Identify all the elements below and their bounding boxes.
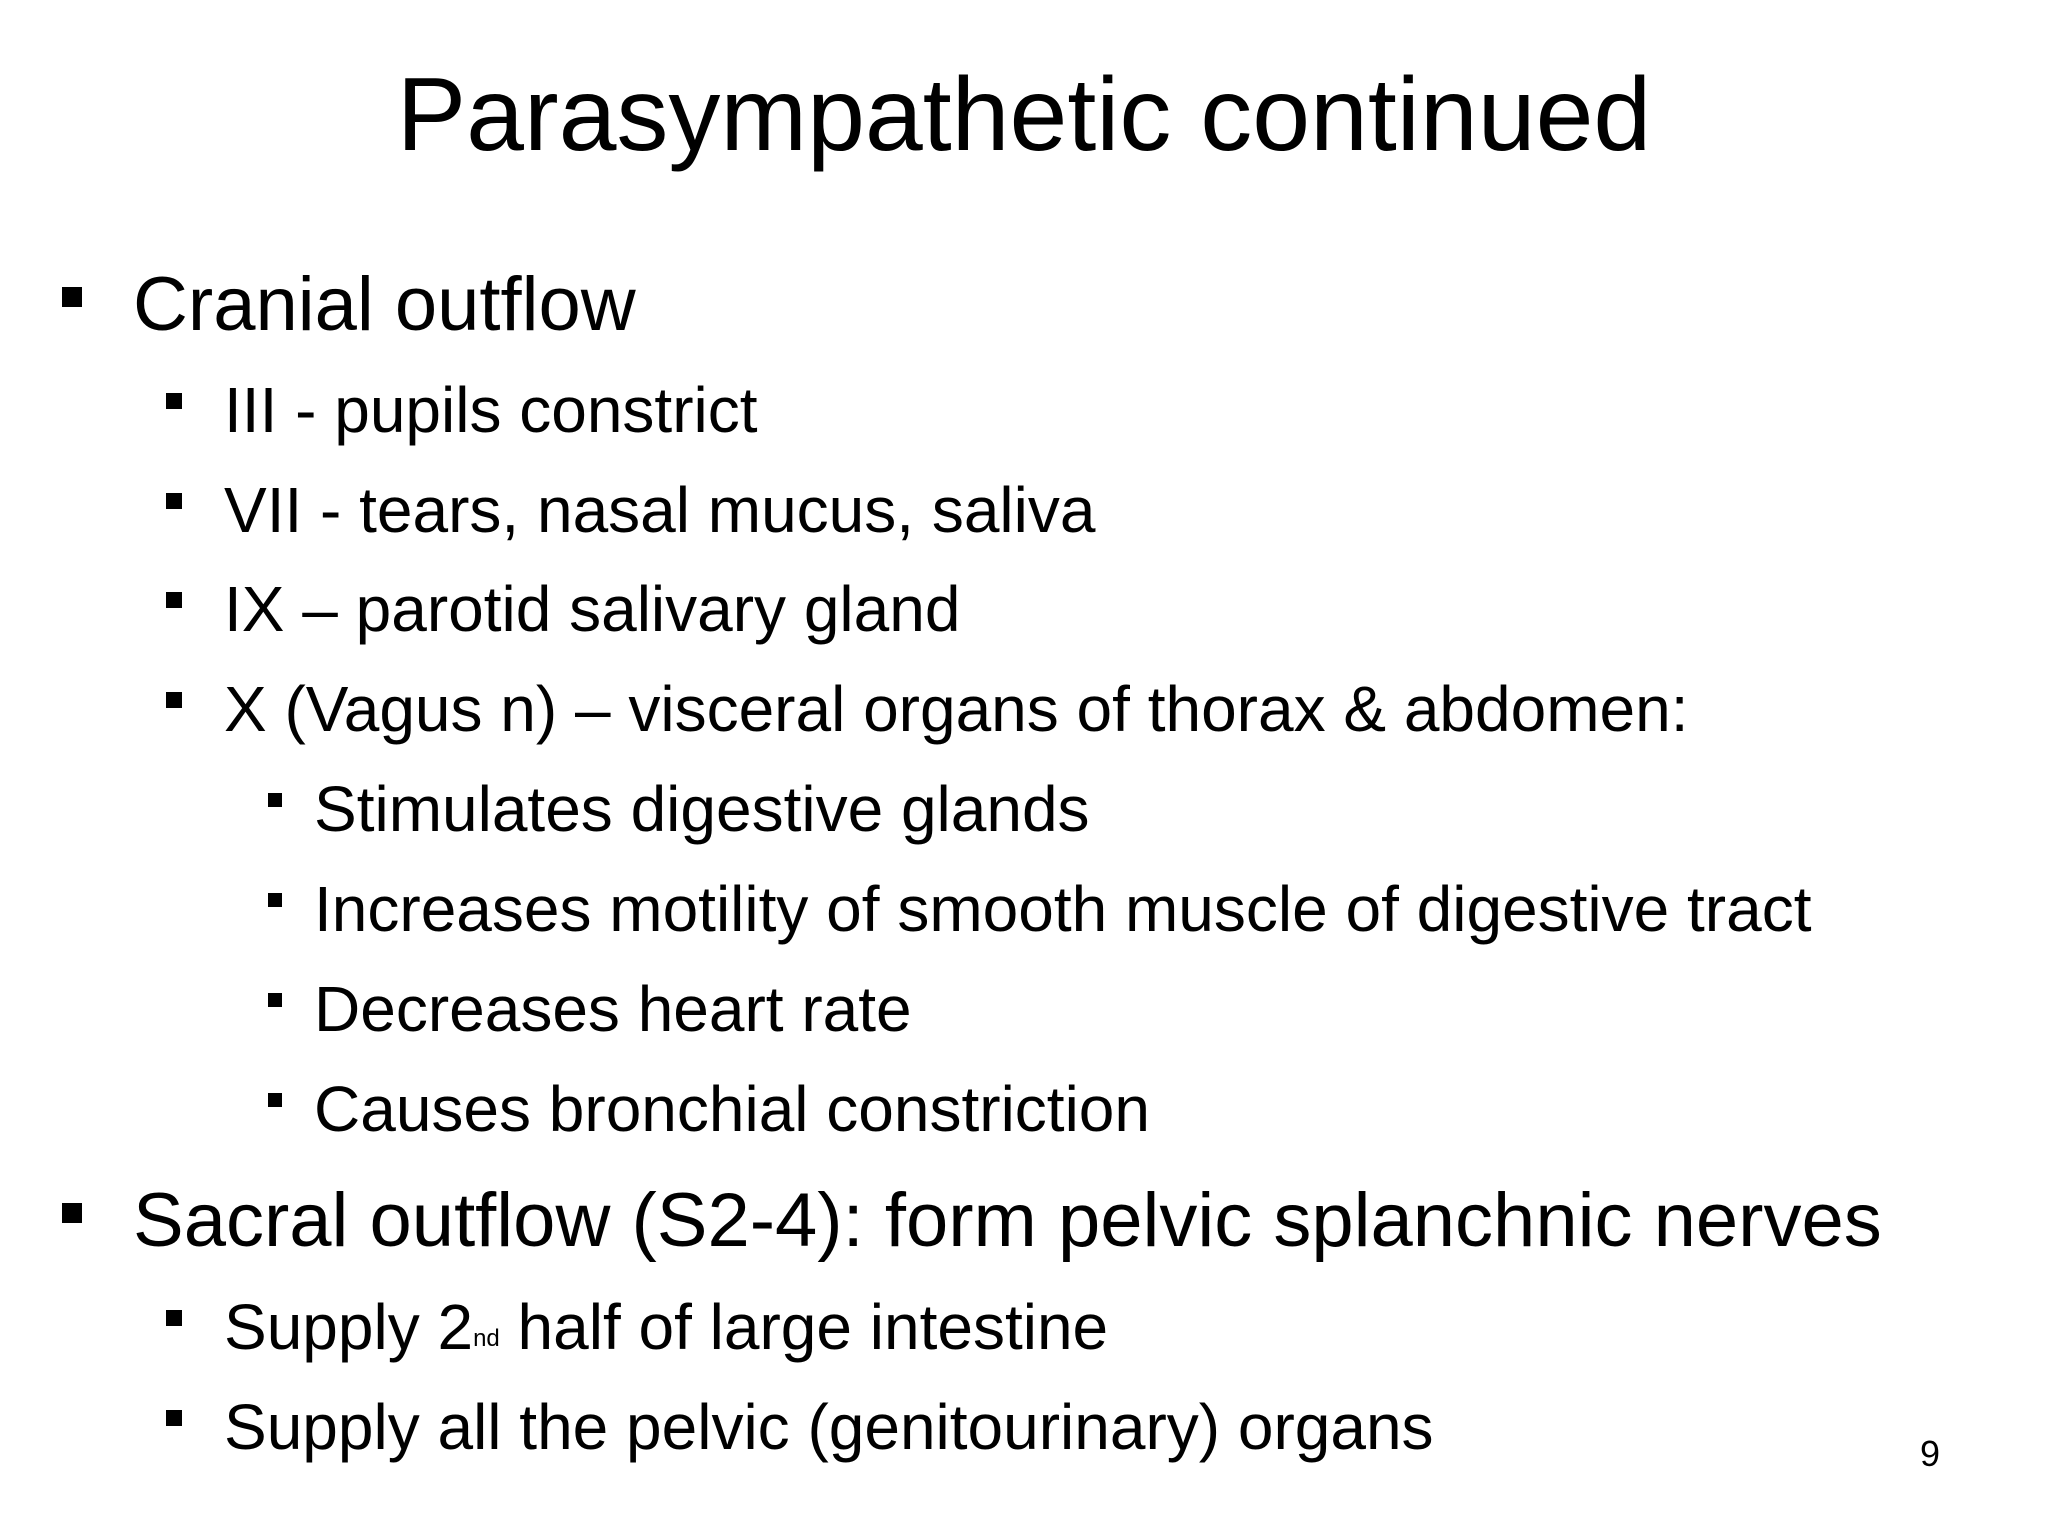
bullet-marker (62, 287, 82, 307)
cranial-item-vii: VII - tears, nasal mucus, saliva (224, 474, 1096, 546)
cranial-item-ix: IX – parotid salivary gland (224, 573, 961, 645)
bullet-marker (166, 493, 182, 509)
bullet-marker (166, 1410, 182, 1426)
ordinal-superscript: nd (473, 1325, 500, 1352)
sacral-item-text: half of large intestine (499, 1291, 1109, 1363)
slide-title: Parasympathetic continued (396, 57, 1652, 173)
sacral-item-large-intestine (224, 1289, 1108, 1365)
bullet-marker (166, 393, 182, 409)
vagus-effect-item: Increases motility of smooth muscle of digestive tract (314, 873, 1812, 945)
bullet-marker (166, 592, 182, 608)
vagus-effect-item: Decreases heart rate (314, 973, 912, 1045)
bullet-marker (268, 793, 282, 807)
bullet-marker (268, 893, 282, 907)
cranial-outflow-heading: Cranial outflow (133, 262, 636, 347)
vagus-effect-item: Causes bronchial constriction (314, 1073, 1150, 1145)
sacral-outflow-heading: Sacral outflow (S2-4): form pelvic splanchnic nerves (133, 1178, 1882, 1263)
sacral-item-text: Supply 2 (224, 1291, 474, 1363)
bullet-marker (166, 692, 182, 708)
bullet-marker (166, 1310, 182, 1326)
page-number: 9 (1920, 1433, 1941, 1474)
bullet-marker (268, 1093, 282, 1107)
bullet-marker (268, 993, 282, 1007)
bullet-marker (62, 1203, 82, 1223)
sacral-item-pelvic-organs: Supply all the pelvic (genitourinary) organs (224, 1391, 1434, 1463)
cranial-item-iii: III - pupils constrict (224, 374, 758, 446)
vagus-effect-item: Stimulates digestive glands (314, 773, 1090, 845)
cranial-item-x: X (Vagus n) – visceral organs of thorax & abdomen: (224, 673, 1689, 745)
